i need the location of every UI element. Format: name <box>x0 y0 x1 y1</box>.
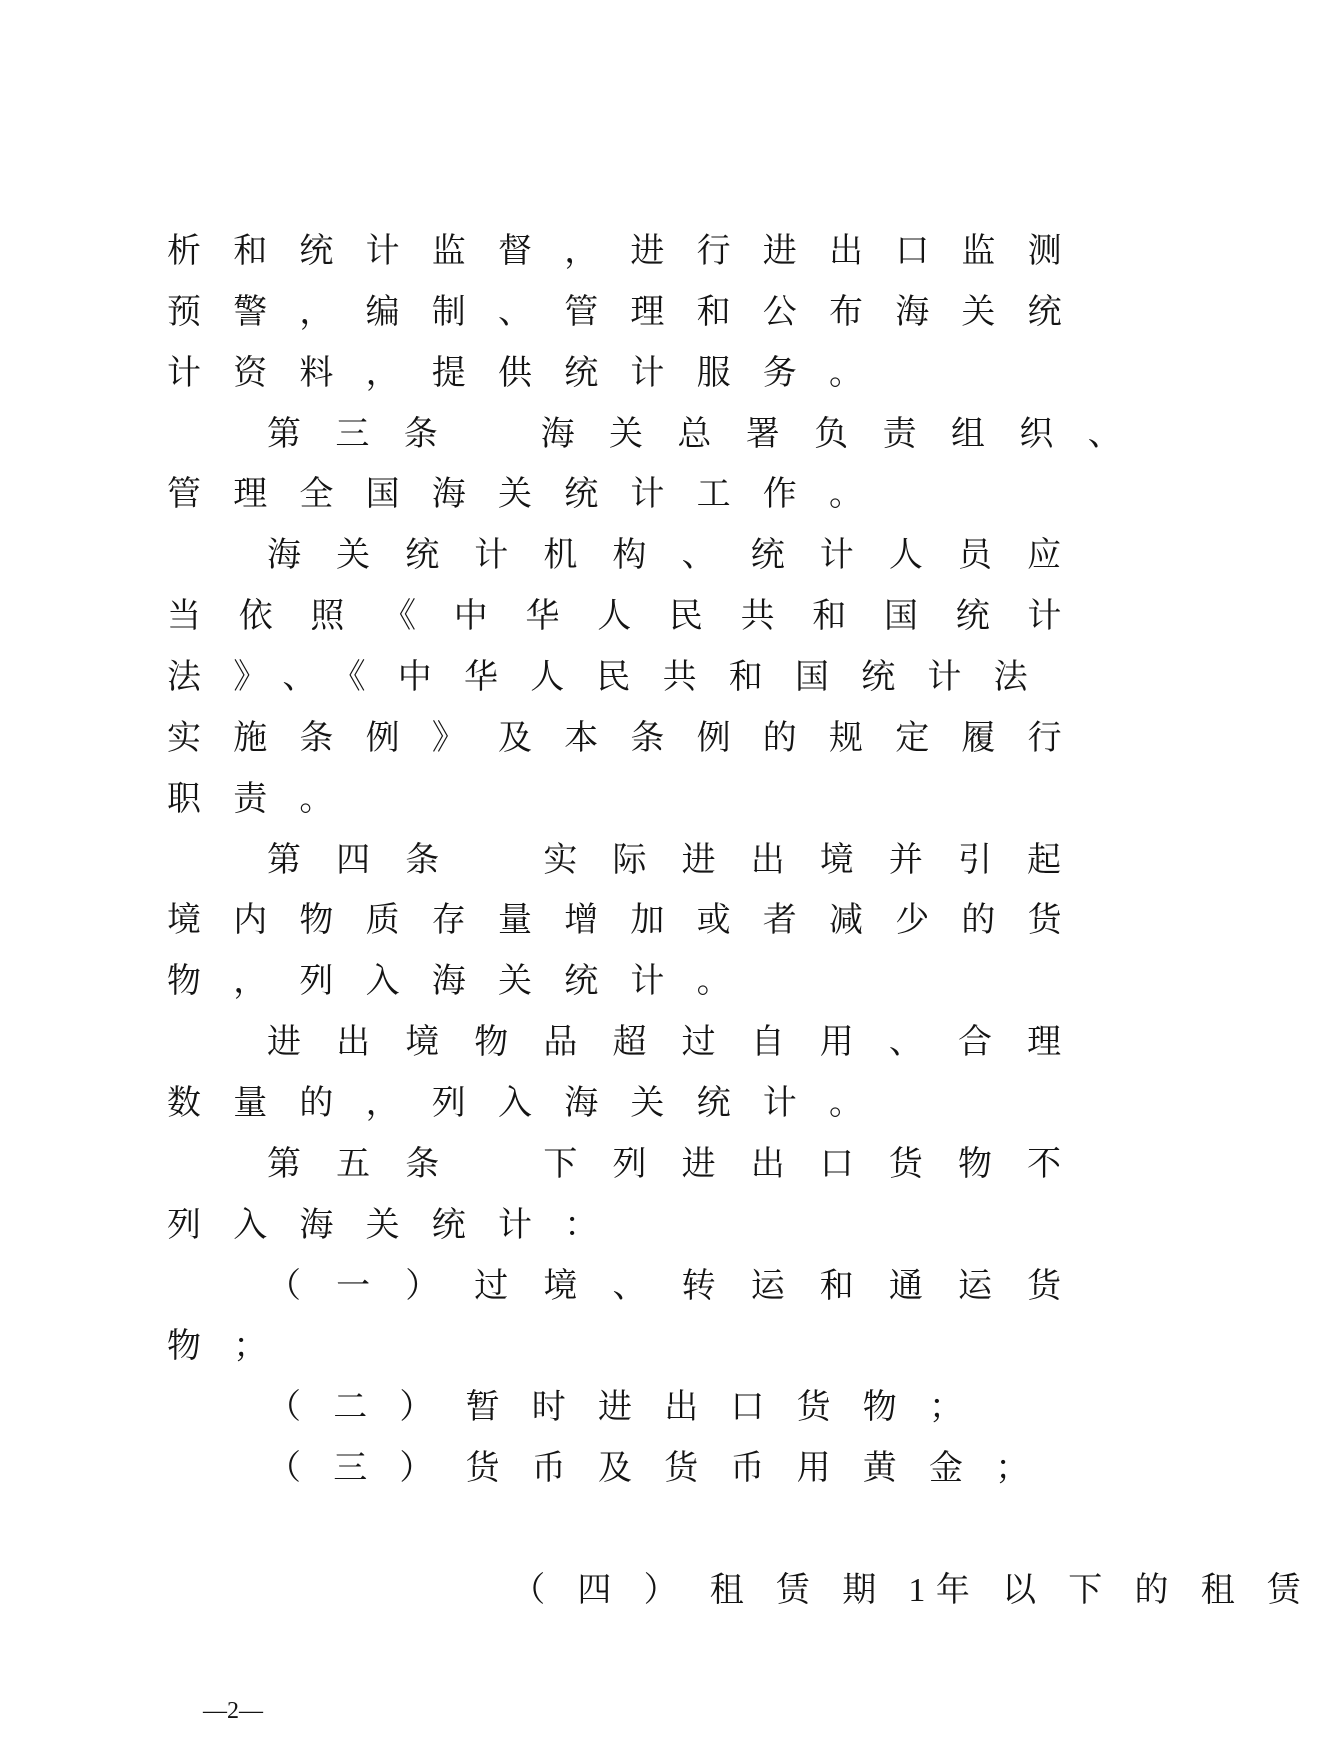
text-line: 物，列入海关统计。 <box>167 963 763 1001</box>
lease-term-number: 1 <box>908 1571 936 1609</box>
text-line: 计资料，提供统计服务。 <box>167 354 896 392</box>
text-line: 物； <box>167 1328 300 1366</box>
body-text <box>167 222 1333 1609</box>
list-item-line: （一）过境、转运和通运货 <box>267 1267 1097 1305</box>
article-heading-line: 第五条 下列进出口货物不 <box>267 1145 1097 1183</box>
list-item-line: （二）暂时进出口货物； <box>267 1389 996 1427</box>
article-heading-line: 第四条 实际进出境并引起 <box>267 841 1097 879</box>
text-line: 预警，编制、管理和公布海关统 <box>167 293 1094 331</box>
page-number: —2— <box>203 1698 263 1724</box>
text-line: 职责。 <box>167 780 366 818</box>
text-line: 当依照《中华人民共和国统计 <box>167 598 1100 636</box>
list-item-line: （三）货币及货币用黄金； <box>267 1450 1062 1488</box>
paragraph-start-line: 海关统计机构、统计人员应 <box>267 537 1097 575</box>
line-segment: 年以下的租赁 <box>935 1571 1333 1609</box>
text-line: 实施条例》及本条例的规定履行 <box>167 719 1094 757</box>
text-line: 法》、《中华人民共和国统计法 <box>167 659 1060 697</box>
line-segment: （四）租赁期 <box>511 1571 909 1609</box>
text-line: 列入海关统计： <box>167 1206 631 1244</box>
text-line: 析和统计监督，进行进出口监测 <box>167 233 1094 270</box>
article-heading-line: 第三条 海关总署负责组织、 <box>267 415 1157 453</box>
text-line: 境内物质存量增加或者减少的货 <box>167 902 1094 940</box>
text-line: 数量的，列入海关统计。 <box>167 1085 896 1123</box>
text-line: 管理全国海关统计工作。 <box>167 476 896 514</box>
list-item-line <box>167 1500 1333 1609</box>
paragraph-start-line: 进出境物品超过自用、合理 <box>267 1024 1097 1062</box>
